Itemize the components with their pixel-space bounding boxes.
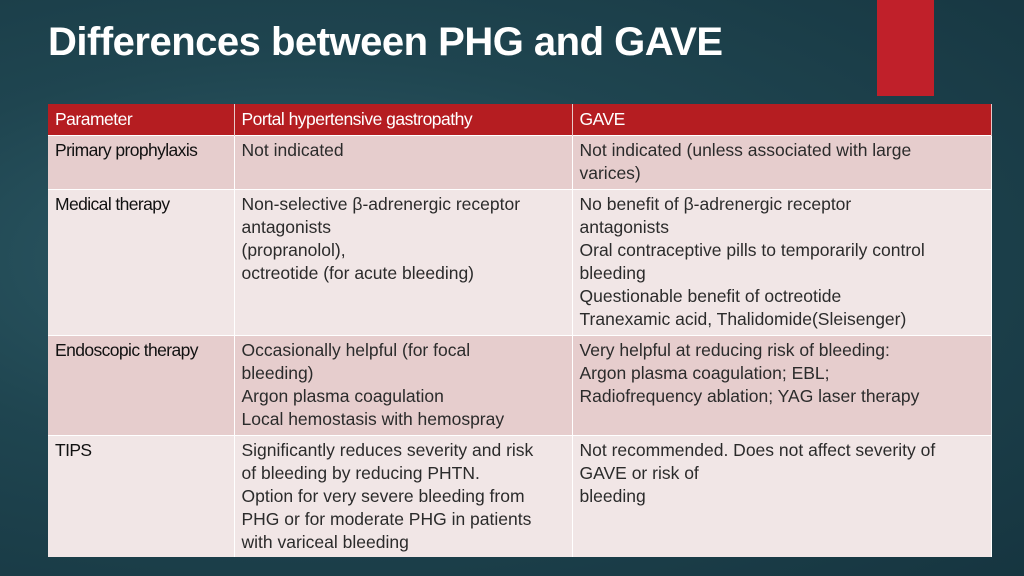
cell-line: Local hemostasis with hemospray bbox=[241, 409, 505, 429]
row-parameter: TIPS bbox=[48, 436, 234, 558]
cell-line: Not indicated (unless associated with large bbox=[579, 140, 912, 160]
accent-bar bbox=[877, 0, 934, 96]
row-gave-cell bbox=[572, 436, 991, 558]
cell-line: No benefit of β-adrenergic receptor bbox=[579, 194, 852, 214]
row-gave-cell bbox=[572, 136, 991, 190]
table-row bbox=[48, 136, 991, 190]
cell-line: Tranexamic acid, Thalidomide(Sleisenger) bbox=[579, 309, 907, 329]
table-row bbox=[48, 190, 991, 336]
table-row bbox=[48, 336, 991, 436]
header-gave: GAVE bbox=[572, 104, 991, 136]
row-parameter: Primary prophylaxis bbox=[48, 136, 234, 190]
row-parameter: Endoscopic therapy bbox=[48, 336, 234, 436]
cell-line: Very helpful at reducing risk of bleeding: bbox=[579, 340, 890, 360]
table-header-row bbox=[48, 104, 991, 136]
cell-line: Not recommended. Does not affect severity of bbox=[579, 440, 936, 460]
cell-line: bleeding) bbox=[241, 363, 314, 383]
cell-line: antagonists bbox=[241, 217, 332, 237]
cell-line: varices) bbox=[579, 163, 641, 183]
row-gave-cell bbox=[572, 336, 991, 436]
cell-line: GAVE or risk of bbox=[579, 463, 699, 483]
header-phg: Portal hypertensive gastropathy bbox=[234, 104, 572, 136]
slide-title: Differences between PHG and GAVE bbox=[48, 20, 723, 64]
cell-line: (propranolol), bbox=[241, 240, 346, 260]
cell-line: Occasionally helpful (for focal bbox=[241, 340, 471, 360]
cell-line: with variceal bleeding bbox=[241, 532, 409, 552]
cell-line: Radiofrequency ablation; YAG laser therapy bbox=[579, 386, 920, 406]
row-phg-cell bbox=[234, 436, 572, 558]
cell-line: bleeding bbox=[579, 263, 646, 283]
row-gave-cell bbox=[572, 190, 991, 336]
cell-line: bleeding bbox=[579, 486, 646, 506]
comparison-table bbox=[48, 104, 992, 557]
row-phg-cell bbox=[234, 136, 572, 190]
cell-line: Oral contraceptive pills to temporarily control bbox=[579, 240, 925, 260]
table-row bbox=[48, 436, 991, 558]
cell-line: PHG or for moderate PHG in patients bbox=[241, 509, 532, 529]
row-parameter: Medical therapy bbox=[48, 190, 234, 336]
cell-line: Argon plasma coagulation; EBL; bbox=[579, 363, 830, 383]
cell-line: octreotide (for acute bleeding) bbox=[241, 263, 474, 283]
cell-line: Significantly reduces severity and risk bbox=[241, 440, 534, 460]
cell-line: Option for very severe bleeding from bbox=[241, 486, 525, 506]
header-parameter: Parameter bbox=[48, 104, 234, 136]
cell-line: Argon plasma coagulation bbox=[241, 386, 444, 406]
row-phg-cell bbox=[234, 336, 572, 436]
cell-line: antagonists bbox=[579, 217, 670, 237]
cell-line: of bleeding by reducing PHTN. bbox=[241, 463, 480, 483]
cell-line: Not indicated bbox=[241, 140, 344, 160]
row-phg-cell bbox=[234, 190, 572, 336]
cell-line: Non-selective β-adrenergic receptor bbox=[241, 194, 521, 214]
cell-line: Questionable benefit of octreotide bbox=[579, 286, 842, 306]
